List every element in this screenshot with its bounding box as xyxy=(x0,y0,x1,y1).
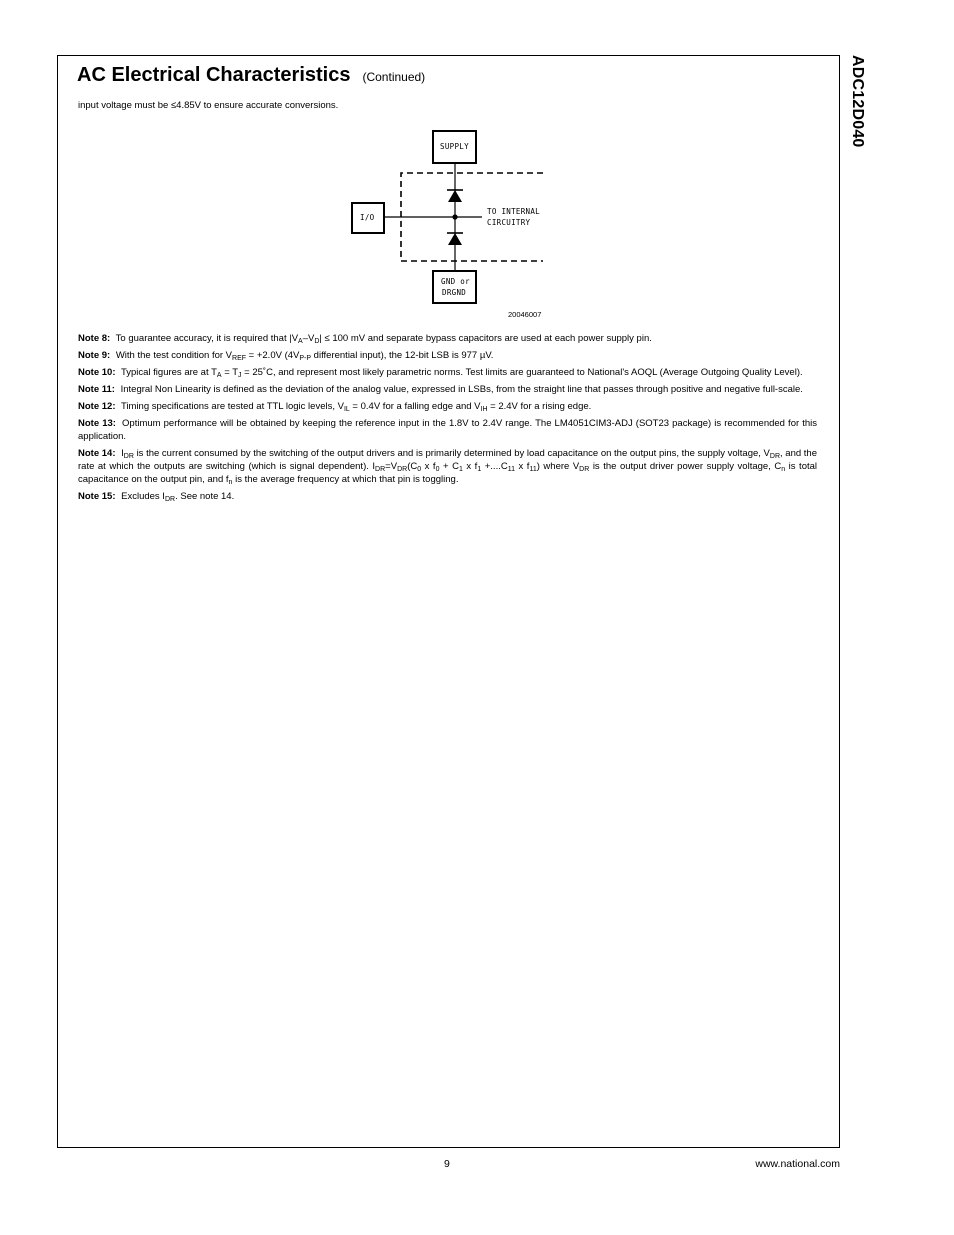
note-label: Note 14: xyxy=(78,448,116,459)
junction-dot xyxy=(452,214,457,219)
figure-code: 20046007 xyxy=(508,310,542,319)
note-11: Note 11: Integral Non Linearity is defined as the deviation of the analog value, expressed in LSBs, from the straight line that passes through positive and negative full-scale. xyxy=(78,384,803,395)
gnd-box xyxy=(433,271,476,303)
lower-diode-triangle xyxy=(448,233,462,245)
gnd-label-2: DRGND xyxy=(442,288,467,297)
note-13: Note 13: Optimum performance will be obtained by keeping the reference input in the 1.8V to 2.4V range. The LM4051CIM3-ADJ (SOT23 package) is recommended for this application. xyxy=(78,418,818,442)
section-title: AC Electrical Characteristics xyxy=(77,64,351,86)
note-label: Note 12: xyxy=(78,401,116,412)
footer-url[interactable]: www.national.com xyxy=(755,1158,840,1170)
note-10: Note 10: Typical figures are at $T_A = T_J$ = 25˚C, and represent most likely parametric norms. Test limits are guaranteed to National's AOQL (Average Outgoing Quality Level). xyxy=(78,367,803,379)
note-12: Note 12: Timing specifications are tested at TTL logic levels, $V_{IL} = 0.4V$ for a falling edge and $V_{IH} = 2.4V$ for a rising edge. xyxy=(78,401,592,413)
note-label: Note 15: xyxy=(78,491,116,502)
note-label: Note 9: xyxy=(78,350,111,361)
note-8: Note 8: To guarantee accuracy, it is required that $|V_A-V_D| \le 100$ mV and separate bypass capacitors are used at each power supply pin. xyxy=(78,333,652,345)
note-label: Note 8: xyxy=(78,333,111,344)
page-number: 9 xyxy=(444,1158,450,1170)
intro-text: input voltage must be ≤4.85V to ensure accurate conversions. xyxy=(78,100,339,111)
esd-protection-diagram xyxy=(340,125,560,325)
side-part-number: ADC12D040 xyxy=(849,55,866,148)
note-14: Note 14: $I_{DR}$ is the current consumed by the switching of the output drivers and is primarily determined by load capacitance on the output pins, the supply voltage, $V_{DR}$, and the rate at which the outputs are switching (which is signal dependent). $I_{DR}=V_{DR}(C_0$ x $f_0 + C_1$ x $f_1 +....C_{11}$ x $f_{11}$) where $V_{DR}$ is the output driver power supply voltage, $C_n$ is total capacitance on the output pin, and $f_n$ is the average frequency at which that pin is toggling. xyxy=(78,448,818,486)
note-9: Note 9: With the test condition for $V_{REF} = +2.0V$ ($4V_{P-P}$ differential input), the 12-bit LSB is 977 µV. xyxy=(78,350,494,362)
note-label: Note 11: xyxy=(78,384,115,395)
note-label: Note 10: xyxy=(78,367,116,378)
internal-label-1: TO INTERNAL xyxy=(487,207,540,216)
io-label: I/O xyxy=(360,213,375,222)
notes-list xyxy=(78,332,817,507)
upper-diode-triangle xyxy=(448,190,462,202)
gnd-label-1: GND or xyxy=(441,277,470,286)
internal-label-2: CIRCUITRY xyxy=(487,218,531,227)
note-label: Note 13: xyxy=(78,418,116,429)
supply-label: SUPPLY xyxy=(440,142,469,151)
note-15: Note 15: Excludes $I_{DR}$. See note 14. xyxy=(78,491,235,503)
continued-label: (Continued) xyxy=(362,70,426,84)
section-heading xyxy=(77,64,425,87)
